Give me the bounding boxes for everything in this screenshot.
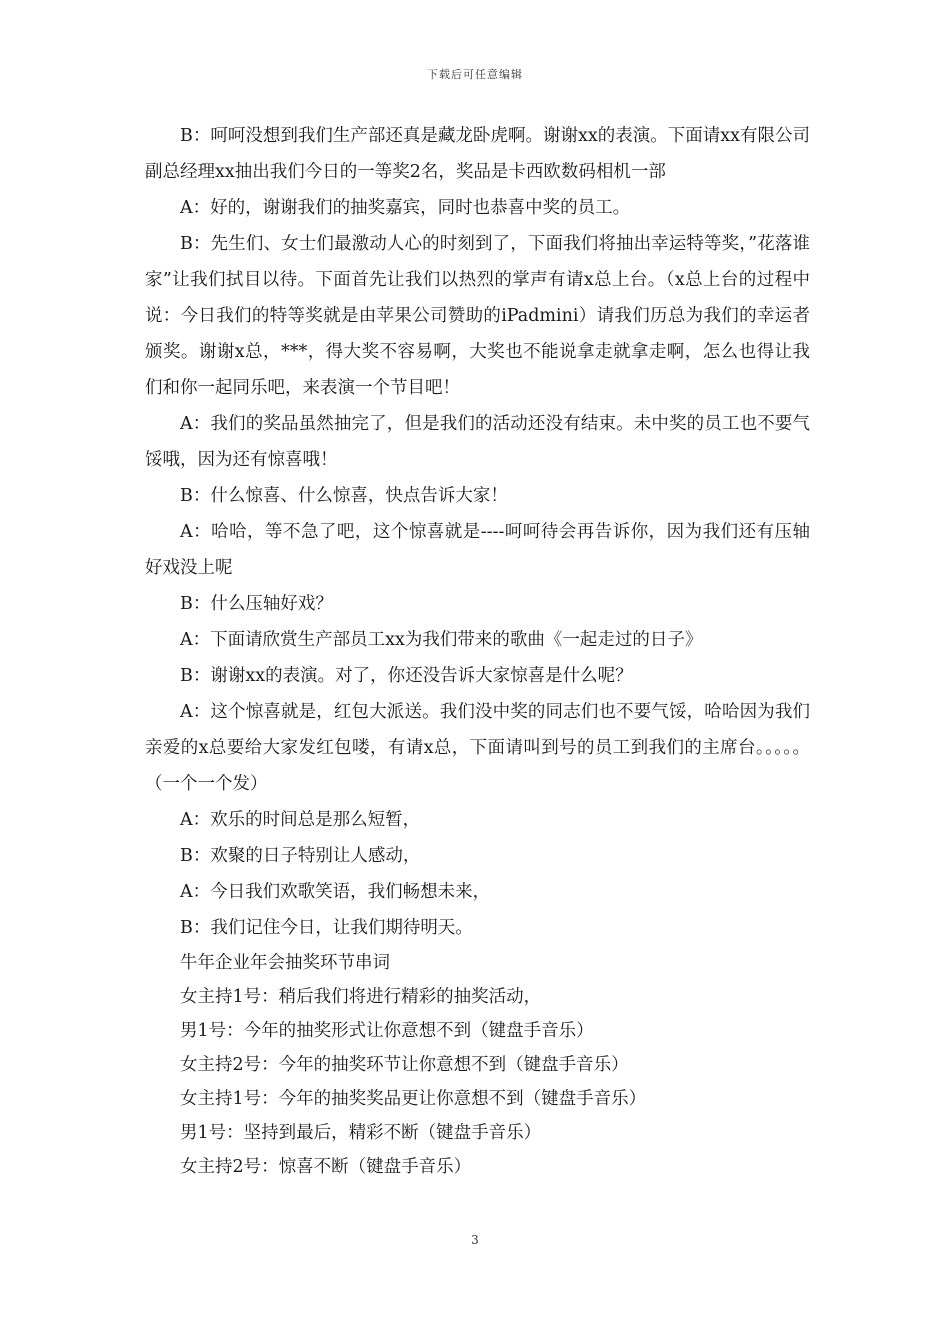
paragraph: B：谢谢xx的表演。对了，你还没告诉大家惊喜是什么呢？	[180, 666, 633, 686]
paragraph: A：我们的奖品虽然抽完了，但是我们的活动还没有结束。未中奖的员工也不要气馁哦，因为还有惊喜哦！	[145, 414, 810, 470]
paragraph: A：哈哈，等不急了吧，这个惊喜就是----呵呵待会再告诉你，因为我们还有压轴好戏没上呢	[145, 522, 810, 578]
paragraph: A：这个惊喜就是，红包大派送。我们没中奖的同志们也不要气馁，哈哈因为我们亲爱的x总要给大家发红包喽，有请x总，下面请叫到号的员工到我们的主席台。。。。。（一个一个发）	[145, 702, 810, 794]
document-body	[145, 118, 810, 1184]
paragraph: 男1号：坚持到最后，精彩不断（键盘手音乐）	[180, 1123, 542, 1143]
paragraph: B：我们记住今日，让我们期待明天。	[180, 918, 473, 938]
paragraph: 女主持1号：稍后我们将进行精彩的抽奖活动，	[180, 987, 542, 1007]
paragraph: B：呵呵没想到我们生产部还真是藏龙卧虎啊。谢谢xx的表演。下面请xx有限公司副总经理xx抽出我们今日的一等奖2名，奖品是卡西欧数码相机一部	[145, 126, 810, 182]
paragraph: B：先生们、女士们最激动人心的时刻到了，下面我们将抽出幸运特等奖，”花落谁家”让我们拭目以待。下面首先让我们以热烈的掌声有请x总上台。（x总上台的过程中说：今日我们的特等奖就是由苹果公司赞助的iPadmini）请我们历总为我们的幸运者颁奖。谢谢x总，***，得大奖不容易啊，大奖也不能说拿走就拿走啊，怎么也得让我们和你一起同乐吧，来表演一个节目吧！	[145, 234, 810, 398]
paragraph: B：什么压轴好戏？	[180, 594, 333, 614]
section-title: 牛年企业年会抽奖环节串词	[180, 953, 390, 973]
page-header: 下载后可任意编辑	[427, 68, 523, 81]
paragraph: B：欢聚的日子特别让人感动，	[180, 846, 421, 866]
paragraph: A：下面请欣赏生产部员工xx为我们带来的歌曲《一起走过的日子》	[180, 630, 703, 650]
page-number: 3	[471, 1233, 479, 1247]
paragraph: A：欢乐的时间总是那么短暂，	[180, 810, 421, 830]
paragraph: 女主持2号：惊喜不断（键盘手音乐）	[180, 1157, 472, 1177]
paragraph: 女主持1号：今年的抽奖奖品更让你意想不到（键盘手音乐）	[180, 1089, 647, 1109]
paragraph: B：什么惊喜、什么惊喜，快点告诉大家！	[180, 486, 508, 506]
paragraph: 男1号：今年的抽奖形式让你意想不到（键盘手音乐）	[180, 1021, 594, 1041]
paragraph: A：好的，谢谢我们的抽奖嘉宾，同时也恭喜中奖的员工。	[180, 198, 631, 218]
paragraph: A：今日我们欢歌笑语，我们畅想未来，	[180, 882, 491, 902]
paragraph: 女主持2号：今年的抽奖环节让你意想不到（键盘手音乐）	[180, 1055, 629, 1075]
